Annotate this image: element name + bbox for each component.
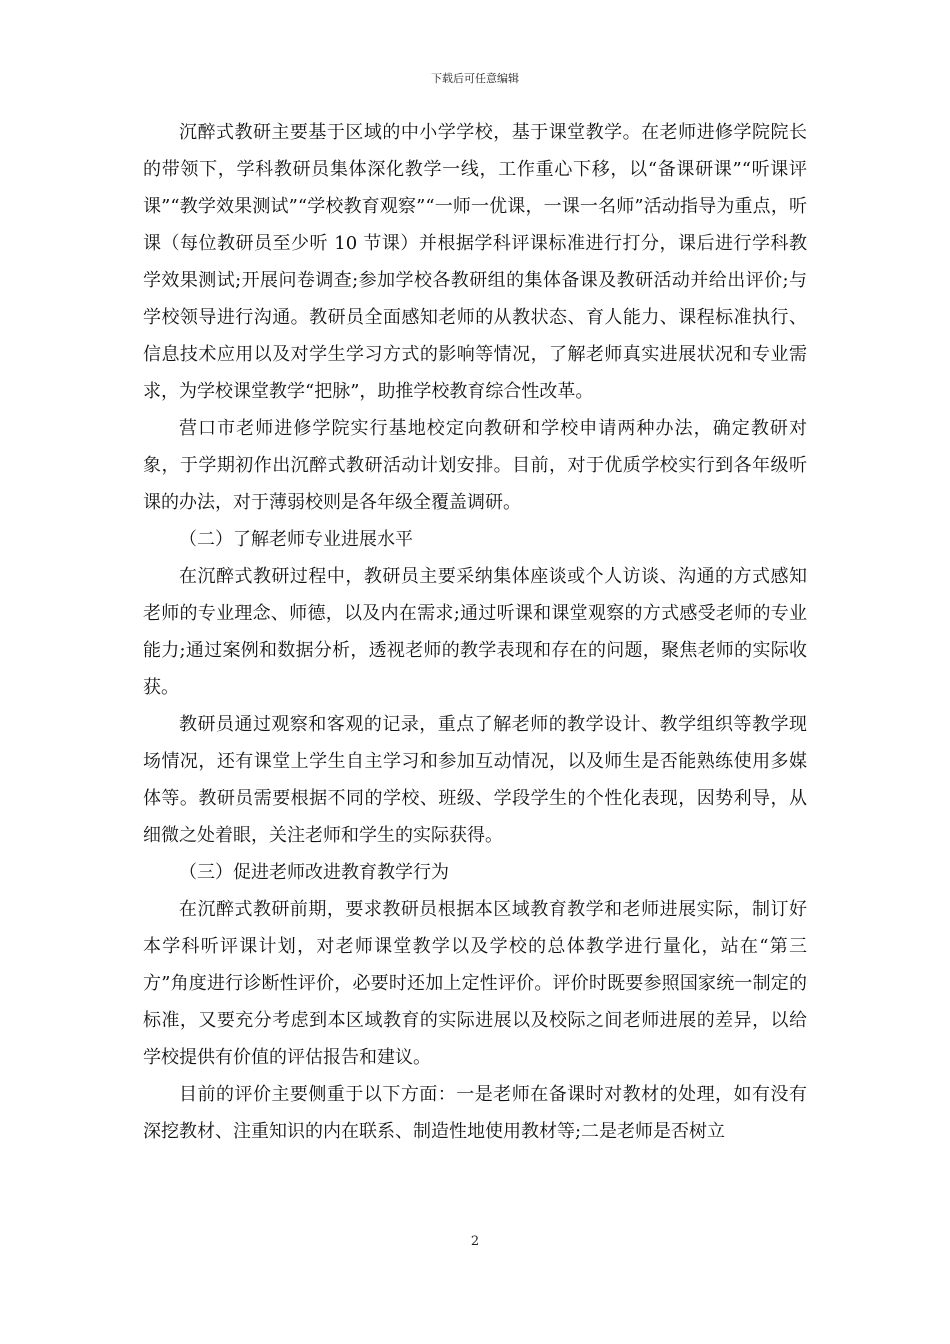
page-header: 下载后可任意编辑 xyxy=(431,72,519,85)
document-body xyxy=(143,114,807,1150)
paragraph: 在沉醉式教研前期，要求教研员根据本区域教育教学和老师进展实际，制订好本学科听评课计划，对老师课堂教学以及学校的总体教学进行量化，站在“第三方”角度进行诊断性评价，必要时还加上定性评价。评价时既要参照国家统一制定的标准，又要充分考虑到本区域教育的实际进展以及校际之间老师进展的差异，以给学校提供有价值的评估报告和建议。 xyxy=(143,899,807,1068)
section-heading: （二）了解老师专业进展水平 xyxy=(179,529,413,550)
paragraph: 目前的评价主要侧重于以下方面：一是老师在备课时对教材的处理，如有没有深挖教材、注重知识的内在联系、制造性地使用教材等;二是老师是否树立 xyxy=(143,1084,807,1142)
paragraph: 在沉醉式教研过程中，教研员主要采纳集体座谈或个人访谈、沟通的方式感知老师的专业理念、师德，以及内在需求;通过听课和课堂观察的方式感受老师的专业能力;通过案例和数据分析，透视老师的教学表现和存在的问题，聚焦老师的实际收获。 xyxy=(143,566,807,698)
paragraph: 营口市老师进修学院实行基地校定向教研和学校申请两种办法，确定教研对象，于学期初作出沉醉式教研活动计划安排。目前，对于优质学校实行到各年级听课的办法，对于薄弱校则是各年级全覆盖调研。 xyxy=(143,418,807,513)
paragraph: 沉醉式教研主要基于区域的中小学学校，基于课堂教学。在老师进修学院院长的带领下，学科教研员集体深化教学一线，工作重心下移，以“备课研课”“听课评课”“教学效果测试”“学校教育观察”“一师一优课，一课一名师”活动指导为重点，听课（每位教研员至少听 10 节课）并根据学科评课标准进行打分，课后进行学科教学效果测试;开展问卷调查;参加学校各教研组的集体备课及教研活动并给出评价;与学校领导进行沟通。教研员全面感知老师的从教状态、育人能力、课程标准执行、信息技术应用以及对学生学习方式的影响等情况，了解老师真实进展状况和专业需求，为学校课堂教学“把脉”，助推学校教育综合性改革。 xyxy=(143,122,807,402)
paragraph: 教研员通过观察和客观的记录，重点了解老师的教学设计、教学组织等教学现场情况，还有课堂上学生自主学习和参加互动情况，以及师生是否能熟练使用多媒体等。教研员需要根据不同的学校、班级、学段学生的个性化表现，因势利导，从细微之处着眼，关注老师和学生的实际获得。 xyxy=(143,714,807,846)
page-number: 2 xyxy=(470,1234,480,1249)
section-heading: （三）促进老师改进教育教学行为 xyxy=(179,862,449,883)
